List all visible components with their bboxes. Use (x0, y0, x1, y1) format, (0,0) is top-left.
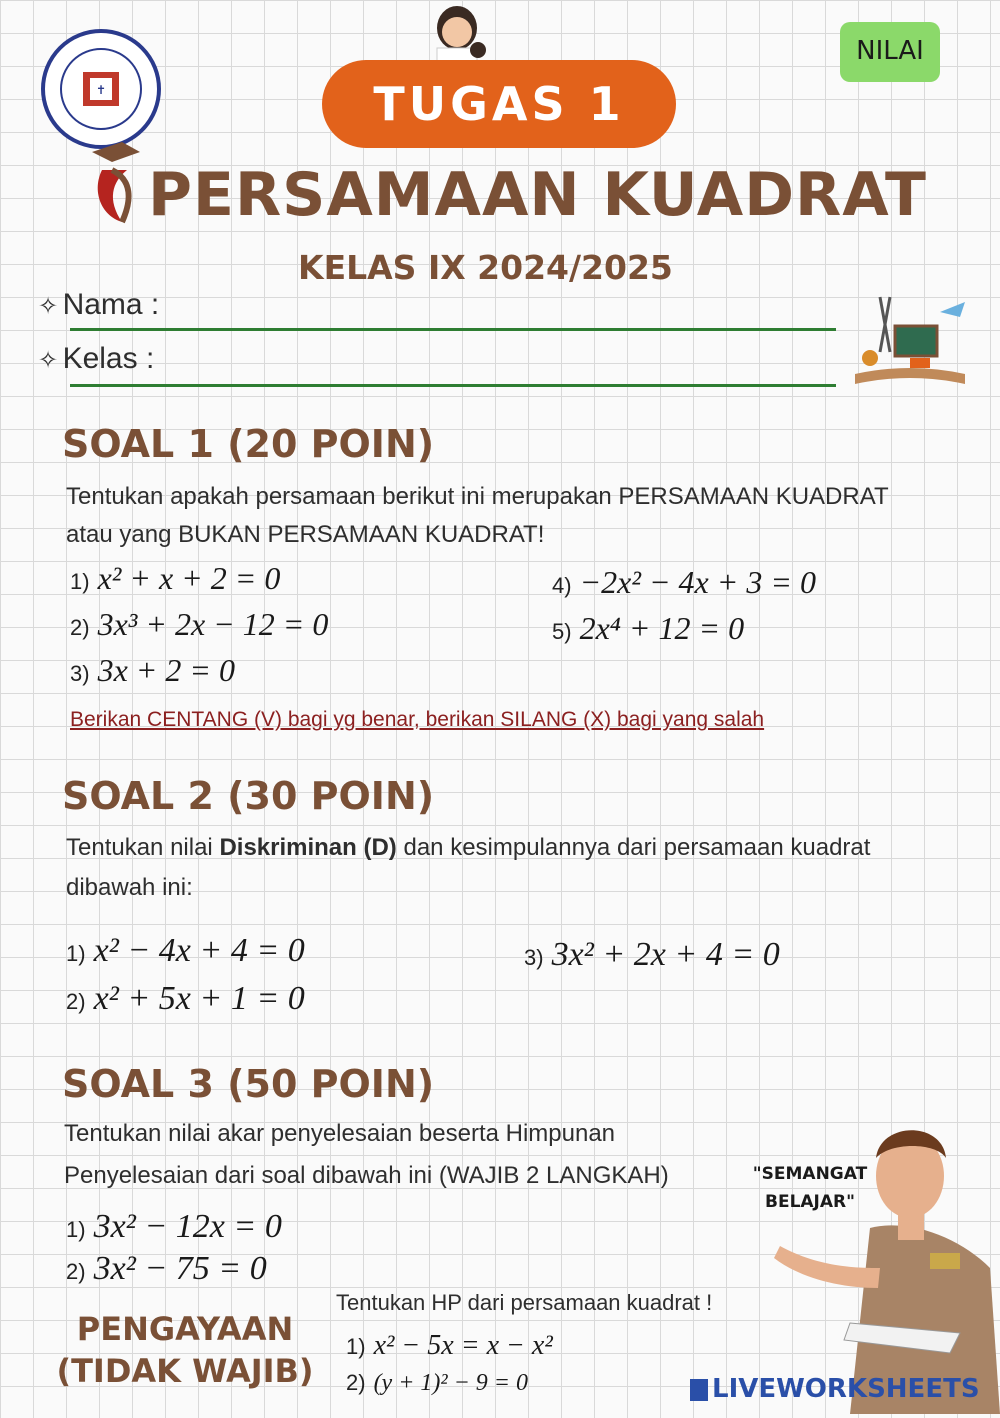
soal1-item-2: 2) 3x³ + 2x − 12 = 0 (70, 606, 329, 642)
pengayaan-item-1: 1) x² − 5x = x − x² (346, 1330, 553, 1361)
pengayaan-item-2: 2) (y + 1)² − 9 = 0 (346, 1370, 528, 1396)
soal3-title: SOAL 3 (50 POIN) (62, 1062, 435, 1106)
soal1-instruction: Tentukan apakah persamaan berikut ini merupakan PERSAMAAN KUADRAT atau yang BUKAN PERSAMAAN KUADRAT! (66, 483, 889, 548)
star-icon: ✧ (38, 293, 59, 320)
star-icon: ✧ (38, 347, 59, 374)
nama-field[interactable] (38, 288, 159, 322)
soal2-title: SOAL 2 (30 POIN) (62, 774, 435, 818)
soal1-item-4: 4) −2x² − 4x + 3 = 0 (552, 564, 816, 600)
soal1-item-1: 1) x² + x + 2 = 0 (70, 560, 281, 596)
liveworksheets-watermark[interactable]: LIVEWORKSHEETS (690, 1374, 980, 1404)
soal2-item-1: 1) x² − 4x + 4 = 0 (66, 932, 305, 969)
soal1-item-3: 3) 3x + 2 = 0 (70, 652, 235, 688)
pengayaan-instruction: Tentukan HP dari persamaan kuadrat ! (336, 1290, 713, 1315)
nama-label: Nama : (62, 288, 160, 321)
kelas-line (70, 384, 836, 387)
soal3-instruction-line1: Tentukan nilai akar penyelesaian beserta Himpunan (64, 1120, 616, 1147)
page-title: PERSAMAAN KUADRAT (148, 160, 927, 230)
soal3-item-1: 1) 3x² − 12x = 0 (66, 1208, 282, 1245)
kelas-field[interactable] (38, 342, 154, 376)
kelas-label: Kelas : (62, 342, 155, 375)
motivation-text: "SEMANGAT BELAJAR" (752, 1164, 868, 1212)
student-illustration (412, 2, 502, 64)
school-logo (40, 28, 162, 150)
soal1-note: Berikan CENTANG (V) bagi yg benar, berikan SILANG (X) bagi yang salah (70, 708, 765, 731)
soal1-item-5: 5) 2x⁴ + 12 = 0 (552, 610, 745, 646)
nilai-box[interactable]: NILAI (840, 22, 940, 82)
nama-line (70, 328, 836, 331)
diskriminan-term: Diskriminan (D) (219, 834, 397, 861)
graduate-icon (82, 140, 142, 225)
svg-text:✝: ✝ (95, 83, 107, 97)
school-supplies-illustration (850, 292, 970, 392)
soal2-item-2: 2) x² + 5x + 1 = 0 (66, 980, 305, 1017)
pengayaan-title: PENGAYAAN (TIDAK WAJIB) (56, 1310, 314, 1390)
soal1-title: SOAL 1 (20 POIN) (62, 422, 435, 466)
tugas-badge: TUGAS 1 (322, 60, 676, 148)
soal3-instruction-line2: Penyelesaian dari soal dibawah ini (WAJIB 2 LANGKAH) (64, 1162, 669, 1189)
page-subtitle: KELAS IX 2024/2025 (298, 248, 673, 287)
soal2-item-3: 3) 3x² + 2x + 4 = 0 (524, 936, 780, 973)
soal3-item-2: 2) 3x² − 75 = 0 (66, 1250, 267, 1287)
teacher-illustration (760, 1118, 1000, 1414)
liveworksheets-logo-icon (690, 1379, 708, 1401)
soal2-instruction: Tentukan nilai Diskriminan (D) dan kesimpulannya dari persamaan kuadrat dibawah ini: (66, 834, 871, 901)
